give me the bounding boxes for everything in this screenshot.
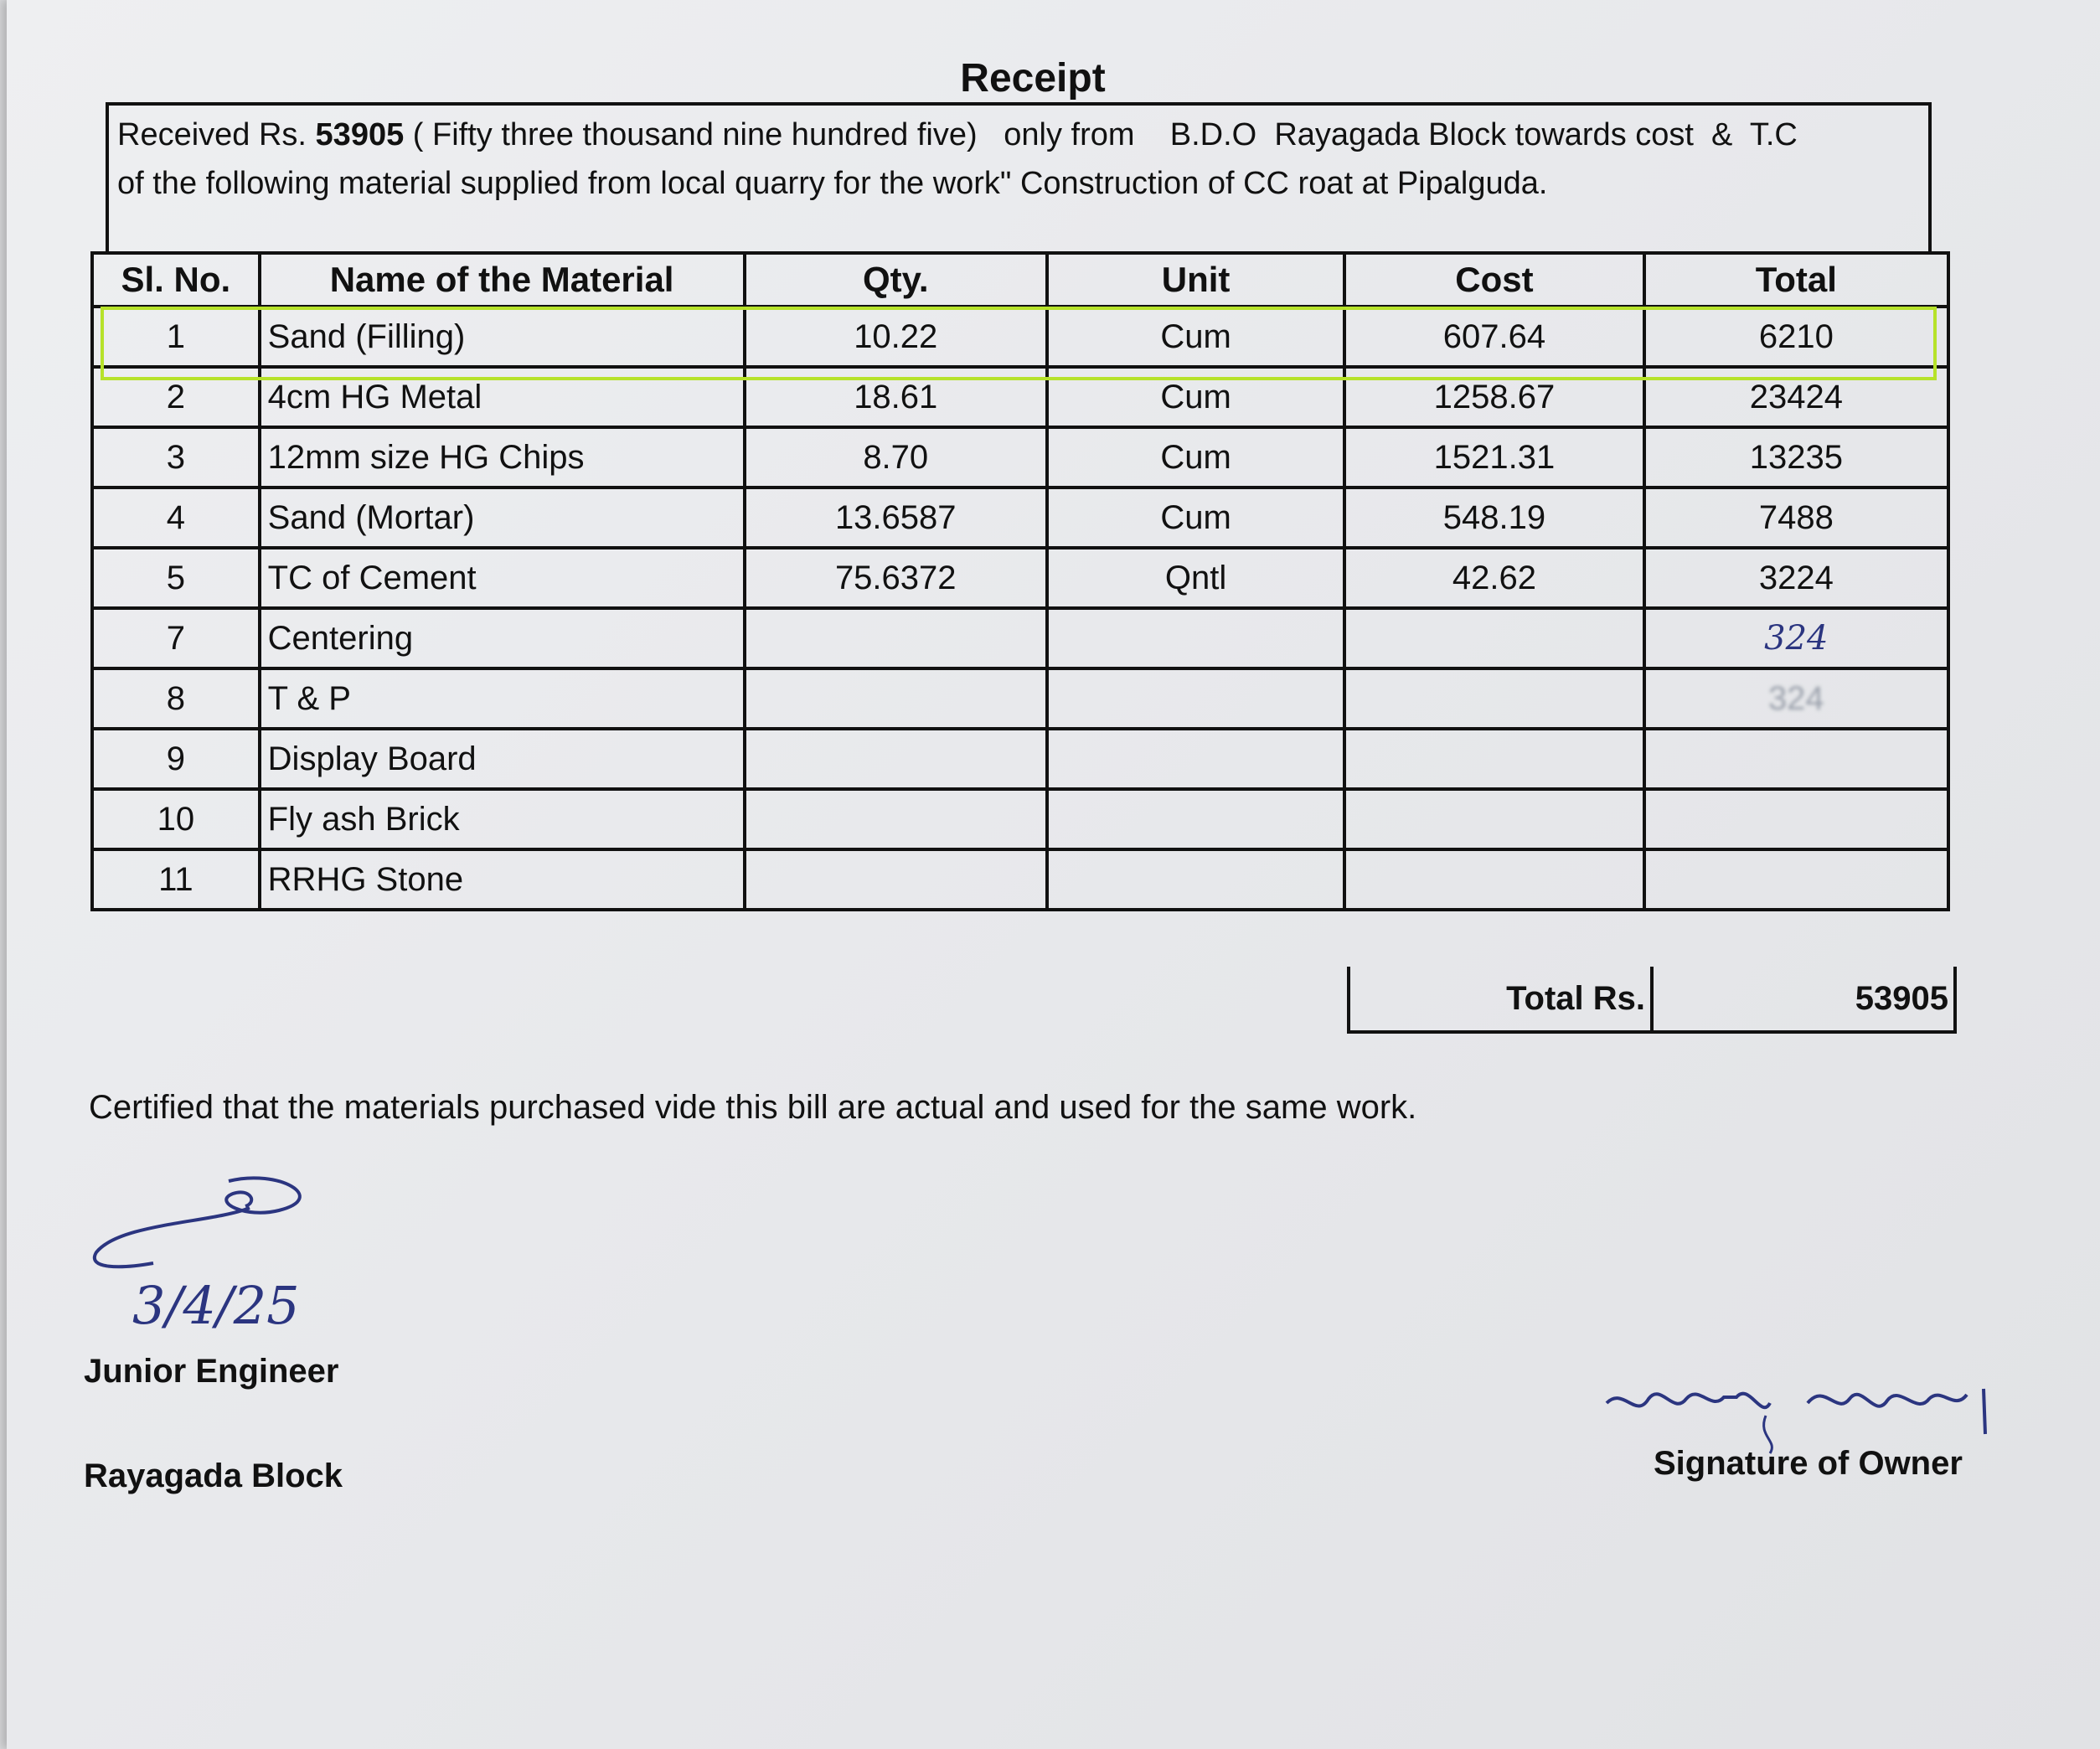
cell-total: 23424 xyxy=(1644,367,1948,427)
cell-total: 7488 xyxy=(1644,488,1948,548)
cell-sl: 11 xyxy=(92,849,260,910)
cell-material: T & P xyxy=(260,668,745,729)
col-header-qty: Qty. xyxy=(745,253,1047,307)
cell-unit: Cum xyxy=(1047,427,1344,488)
cell-unit: Qntl xyxy=(1047,548,1344,608)
block-label: Rayagada Block xyxy=(84,1458,343,1494)
cell-material: Sand (Filling) xyxy=(260,307,745,367)
cell-total: 3224 xyxy=(1644,548,1948,608)
cell-total xyxy=(1644,789,1948,849)
cell-cost xyxy=(1344,608,1643,668)
cell-material: Sand (Mortar) xyxy=(260,488,745,548)
cell-sl: 5 xyxy=(92,548,260,608)
junior-engineer-label: Junior Engineer xyxy=(84,1353,339,1390)
cell-unit: Cum xyxy=(1047,307,1344,367)
table-header-row xyxy=(92,253,1948,307)
cell-material: TC of Cement xyxy=(260,548,745,608)
table-row xyxy=(92,488,1948,548)
cell-material: Display Board xyxy=(260,729,745,789)
cell-cost xyxy=(1344,729,1643,789)
cell-sl: 9 xyxy=(92,729,260,789)
received-prefix: Received Rs. xyxy=(117,117,316,152)
certification-text: Certified that the materials purchased vide this bill are actual and used for the same work. xyxy=(89,1089,1417,1126)
cell-qty xyxy=(745,789,1047,849)
cell-cost: 42.62 xyxy=(1344,548,1643,608)
col-header-unit: Unit xyxy=(1047,253,1344,307)
received-line-1-rest: ( Fifty three thousand nine hundred five) only from B.D.O Rayagada Block towards cost & T.C xyxy=(404,117,1798,152)
total-value: 53905 xyxy=(1654,967,1957,1034)
cell-qty xyxy=(745,668,1047,729)
cell-sl: 2 xyxy=(92,367,260,427)
cell-qty xyxy=(745,729,1047,789)
col-header-cost: Cost xyxy=(1344,253,1643,307)
cell-qty: 8.70 xyxy=(745,427,1047,488)
cell-qty xyxy=(745,608,1047,668)
cell-total-blurred: 324 xyxy=(1644,668,1948,729)
cell-qty xyxy=(745,849,1047,910)
table-row xyxy=(92,668,1948,729)
cell-unit xyxy=(1047,849,1344,910)
cell-cost: 1521.31 xyxy=(1344,427,1643,488)
received-line-2: of the following material supplied from local quarry for the work" Construction of CC roat at Pipalguda. xyxy=(117,166,1548,201)
cell-cost: 1258.67 xyxy=(1344,367,1643,427)
total-label: Total Rs. xyxy=(1347,967,1654,1034)
junior-engineer-signature xyxy=(86,1164,363,1349)
cell-sl: 7 xyxy=(92,608,260,668)
row-highlight xyxy=(101,307,1937,380)
cell-sl: 1 xyxy=(92,307,260,367)
col-header-material: Name of the Material xyxy=(260,253,745,307)
cell-sl: 8 xyxy=(92,668,260,729)
cell-cost xyxy=(1344,849,1643,910)
table-row xyxy=(92,548,1948,608)
cell-sl: 3 xyxy=(92,427,260,488)
cell-qty: 18.61 xyxy=(745,367,1047,427)
received-amount: 53905 xyxy=(315,117,405,152)
col-header-total: Total xyxy=(1644,253,1948,307)
cell-total: 6210 xyxy=(1644,307,1948,367)
receipt-page xyxy=(7,0,2100,1749)
table-row xyxy=(92,789,1948,849)
cell-unit: Cum xyxy=(1047,367,1344,427)
table-row xyxy=(92,608,1948,668)
cell-material: RRHG Stone xyxy=(260,849,745,910)
cell-qty: 75.6372 xyxy=(745,548,1047,608)
owner-signature-label: Signature of Owner xyxy=(1654,1445,1963,1482)
table-row xyxy=(92,427,1948,488)
cell-material: 12mm size HG Chips xyxy=(260,427,745,488)
cell-qty: 13.6587 xyxy=(745,488,1047,548)
cell-unit: Cum xyxy=(1047,488,1344,548)
table-row xyxy=(92,849,1948,910)
cell-cost xyxy=(1344,789,1643,849)
cell-sl: 4 xyxy=(92,488,260,548)
cell-unit xyxy=(1047,608,1344,668)
cell-cost: 548.19 xyxy=(1344,488,1643,548)
cell-cost xyxy=(1344,668,1643,729)
cell-total: 13235 xyxy=(1644,427,1948,488)
receipt-title: Receipt xyxy=(960,56,1106,101)
cell-unit xyxy=(1047,668,1344,729)
cell-material: 4cm HG Metal xyxy=(260,367,745,427)
received-statement xyxy=(106,102,1932,253)
cell-material: Fly ash Brick xyxy=(260,789,745,849)
cell-qty: 10.22 xyxy=(745,307,1047,367)
cell-material: Centering xyxy=(260,608,745,668)
cell-total-handwritten: 324 xyxy=(1644,608,1948,668)
signature-date: 3/4/25 xyxy=(132,1275,300,1336)
cell-unit xyxy=(1047,729,1344,789)
received-line-1 xyxy=(117,111,1920,159)
col-header-sl-no: Sl. No. xyxy=(92,253,260,307)
cell-total xyxy=(1644,729,1948,789)
cell-cost: 607.64 xyxy=(1344,307,1643,367)
cell-total xyxy=(1644,849,1948,910)
table-row xyxy=(92,729,1948,789)
grand-total xyxy=(1347,967,1957,1034)
cell-sl: 10 xyxy=(92,789,260,849)
cell-unit xyxy=(1047,789,1344,849)
